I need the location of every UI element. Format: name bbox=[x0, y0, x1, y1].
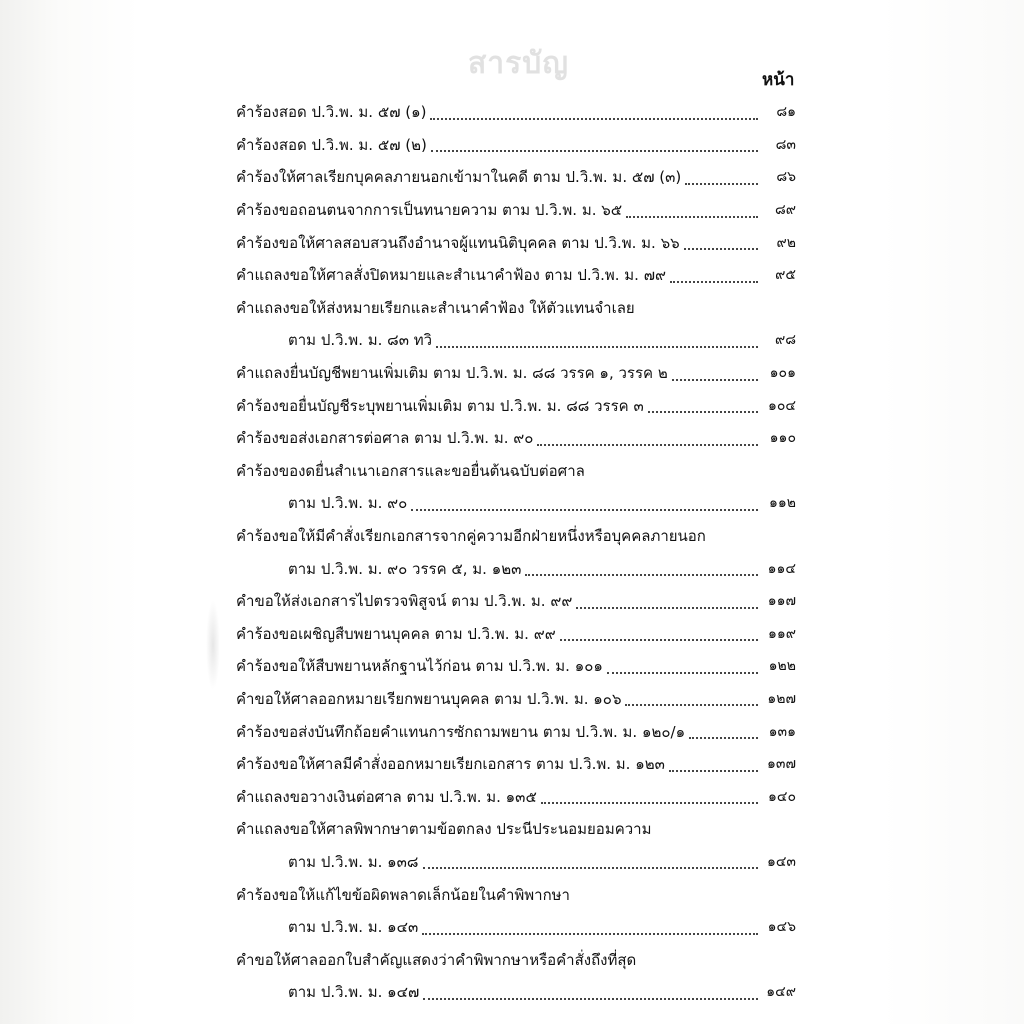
dot-leader bbox=[672, 378, 758, 381]
toc-entry-title: คำแถลงขอวางเงินต่อศาล ตาม ป.วิ.พ. ม. ๑๓๕ bbox=[236, 787, 537, 806]
toc-entry bbox=[236, 422, 796, 455]
toc-entry-title: คำร้องสอด ป.วิ.พ. ม. ๕๗ (๒) bbox=[236, 135, 427, 154]
toc-entry-page-number: ๑๒๗ bbox=[767, 690, 796, 707]
toc-entry bbox=[236, 259, 796, 292]
toc-entry-page-number: ๘๑ bbox=[776, 104, 796, 121]
toc-entry-title: คำแถลงขอให้ศาลพิพากษาตามข้อตกลง ประนีประนอมยอมความ bbox=[236, 820, 652, 839]
toc-entry-title: คำแถลงขอให้ศาลสั่งปิดหมายและสำเนาคำฟ้อง ตาม ป.วิ.พ. ม. ๗๙ bbox=[236, 266, 666, 285]
dot-leader bbox=[685, 182, 758, 185]
dot-leader bbox=[431, 149, 758, 152]
dot-leader bbox=[626, 215, 758, 218]
toc-entry-title: ตาม ป.วิ.พ. ม. ๑๔๗ bbox=[288, 983, 420, 1002]
toc-entry-page-number: ๑๓๗ bbox=[767, 756, 796, 773]
toc-entry-page-number: ๙๕ bbox=[775, 267, 796, 284]
toc-entry bbox=[236, 748, 796, 781]
toc-entry-page-number: ๑๔๖ bbox=[767, 919, 796, 936]
toc-entry-page-number: ๑๑๐ bbox=[769, 430, 796, 447]
toc-entry-title: คำขอให้ศาลออกใบสำคัญแสดงว่าคำพิพากษาหรือคำสั่งถึงที่สุด bbox=[236, 950, 637, 969]
toc-entry bbox=[236, 650, 796, 683]
toc-entry-title: คำแถลงขอให้ส่งหมายเรียกและสำเนาคำฟ้อง ให้ตัวแทนจำเลย bbox=[236, 298, 635, 317]
dot-leader bbox=[689, 736, 758, 739]
dot-leader bbox=[436, 345, 758, 348]
toc-entry bbox=[236, 161, 796, 194]
page-shadow bbox=[206, 600, 220, 690]
page-column-header: หน้า bbox=[762, 70, 795, 90]
toc-entry bbox=[236, 976, 796, 1009]
toc-entry-page-number: ๑๑๒ bbox=[768, 495, 796, 512]
toc-entry-title: คำร้องของดยื่นสำเนาเอกสารและขอยื่นต้นฉบับต่อศาล bbox=[236, 461, 585, 480]
toc-entry-title: คำร้องขอเผชิญสืบพยานบุคคล ตาม ป.วิ.พ. ม. ๙๙ bbox=[236, 624, 556, 643]
dot-leader bbox=[576, 606, 758, 609]
toc-entry-title: คำร้องสอด ป.วิ.พ. ม. ๕๗ (๑) bbox=[236, 103, 427, 122]
dot-leader bbox=[430, 117, 758, 120]
toc-entry bbox=[236, 618, 796, 651]
dot-leader bbox=[560, 638, 758, 641]
toc-entry-page-number: ๙๘ bbox=[774, 332, 796, 349]
toc-entry bbox=[236, 878, 796, 911]
dot-leader bbox=[684, 247, 758, 250]
toc-entry-title: ตาม ป.วิ.พ. ม. ๙๐ bbox=[288, 494, 408, 513]
toc-entry bbox=[236, 129, 796, 162]
toc-entry bbox=[236, 943, 796, 976]
toc-entry-page-number: ๑๔๐ bbox=[767, 788, 796, 805]
dot-leader bbox=[541, 801, 758, 804]
toc-entry bbox=[236, 552, 796, 585]
toc-entry-page-number: ๑๐๑ bbox=[769, 365, 796, 382]
toc-entry-page-number: ๑๒๒ bbox=[768, 658, 796, 675]
toc-entry-page-number: ๘๖ bbox=[776, 169, 796, 186]
toc-entry-title: ตาม ป.วิ.พ. ม. ๘๓ ทวิ bbox=[288, 331, 433, 350]
toc-entry bbox=[236, 226, 796, 259]
dot-leader bbox=[648, 410, 758, 413]
toc-entry-page-number: ๑๔๙ bbox=[766, 984, 796, 1001]
toc-entry-title: ตาม ป.วิ.พ. ม. ๑๓๘ bbox=[288, 852, 419, 871]
toc-entry-page-number: ๙๒ bbox=[776, 234, 796, 251]
toc-entry-title: คำร้องขอให้ศาลมีคำสั่งออกหมายเรียกเอกสาร ตาม ป.วิ.พ. ม. ๑๒๓ bbox=[236, 755, 665, 774]
dot-leader bbox=[537, 443, 758, 446]
toc-entry bbox=[236, 813, 796, 846]
toc-entry bbox=[236, 194, 796, 227]
dot-leader bbox=[422, 932, 758, 935]
dot-leader bbox=[525, 573, 758, 576]
toc-entry bbox=[236, 487, 796, 520]
toc-entry-title: คำขอให้ส่งเอกสารไปตรวจพิสูจน์ ตาม ป.วิ.พ. ม. ๙๙ bbox=[236, 592, 573, 611]
toc-entry-title: คำร้องขอยื่นบัญชีระบุพยานเพิ่มเติม ตาม ป.วิ.พ. ม. ๘๘ วรรค ๓ bbox=[236, 396, 644, 415]
dot-leader bbox=[411, 508, 758, 511]
toc-entry-title: คำร้องขอให้ศาลสอบสวนถึงอำนาจผู้แทนนิติบุคคล ตาม ป.วิ.พ. ม. ๖๖ bbox=[236, 233, 680, 252]
toc-entry-page-number: ๘๙ bbox=[774, 202, 796, 219]
toc-entry-title: ตาม ป.วิ.พ. ม. ๑๔๓ bbox=[288, 918, 419, 937]
dot-leader bbox=[423, 997, 758, 1000]
toc-entry-title: คำร้องขอให้สืบพยานหลักฐานไว้ก่อน ตาม ป.วิ.พ. ม. ๑๐๑ bbox=[236, 657, 603, 676]
toc-entry-title: คำร้องขอถอนตนจากการเป็นทนายความ ตาม ป.วิ.พ. ม. ๖๕ bbox=[236, 201, 623, 220]
toc-entry bbox=[236, 846, 796, 879]
ghost-title: สารบัญ bbox=[468, 46, 569, 81]
toc-entry bbox=[236, 389, 796, 422]
toc-entry bbox=[236, 911, 796, 944]
toc-entry bbox=[236, 715, 796, 748]
dot-leader bbox=[669, 769, 758, 772]
toc-entry-page-number: ๑๔๓ bbox=[766, 853, 796, 870]
dot-leader bbox=[423, 866, 759, 869]
toc-entry bbox=[236, 455, 796, 488]
toc-entry bbox=[236, 292, 796, 325]
toc-entry bbox=[236, 96, 796, 129]
toc-entry-title: คำร้องให้ศาลเรียกบุคคลภายนอกเข้ามาในคดี ตาม ป.วิ.พ. ม. ๕๗ (๓) bbox=[236, 168, 682, 187]
toc-entry-title: คำร้องขอให้แก้ไขข้อผิดพลาดเล็กน้อยในคำพิพากษา bbox=[236, 885, 570, 904]
toc-entry bbox=[236, 585, 796, 618]
toc-entry bbox=[236, 780, 796, 813]
toc-entry-page-number: ๘๓ bbox=[775, 136, 796, 153]
toc-entry-page-number: ๑๑๔ bbox=[767, 560, 796, 577]
toc-entry-title: คำขอให้ศาลออกหมายเรียกพยานบุคคล ตาม ป.วิ.พ. ม. ๑๐๖ bbox=[236, 689, 622, 708]
toc-entry-page-number: ๑๐๔ bbox=[767, 397, 796, 414]
toc-entry-title: คำร้องขอให้มีคำสั่งเรียกเอกสารจากคู่ความอีกฝ่ายหนึ่งหรือบุคคลภายนอก bbox=[236, 527, 706, 546]
toc-entry bbox=[236, 683, 796, 716]
toc-entry-title: ตาม ป.วิ.พ. ม. ๙๐ วรรค ๕, ม. ๑๒๓ bbox=[288, 559, 522, 578]
toc-entry-title: คำร้องขอส่งบันทึกถ้อยคำแทนการซักถามพยาน ตาม ป.วิ.พ. ม. ๑๒๐/๑ bbox=[236, 722, 686, 741]
table-of-contents bbox=[236, 96, 796, 1009]
toc-entry bbox=[236, 324, 796, 357]
dot-leader bbox=[625, 703, 758, 706]
toc-entry bbox=[236, 520, 796, 553]
toc-entry-page-number: ๑๑๗ bbox=[767, 593, 796, 610]
toc-entry-page-number: ๑๑๙ bbox=[767, 625, 796, 642]
toc-entry bbox=[236, 357, 796, 390]
dot-leader bbox=[670, 280, 758, 283]
toc-entry-title: คำแถลงยื่นบัญชีพยานเพิ่มเติม ตาม ป.วิ.พ. ม. ๘๘ วรรค ๑, วรรค ๒ bbox=[236, 364, 668, 383]
toc-entry-page-number: ๑๓๑ bbox=[768, 723, 796, 740]
toc-entry-title: คำร้องขอส่งเอกสารต่อศาล ตาม ป.วิ.พ. ม. ๙๐ bbox=[236, 429, 534, 448]
dot-leader bbox=[607, 671, 758, 674]
